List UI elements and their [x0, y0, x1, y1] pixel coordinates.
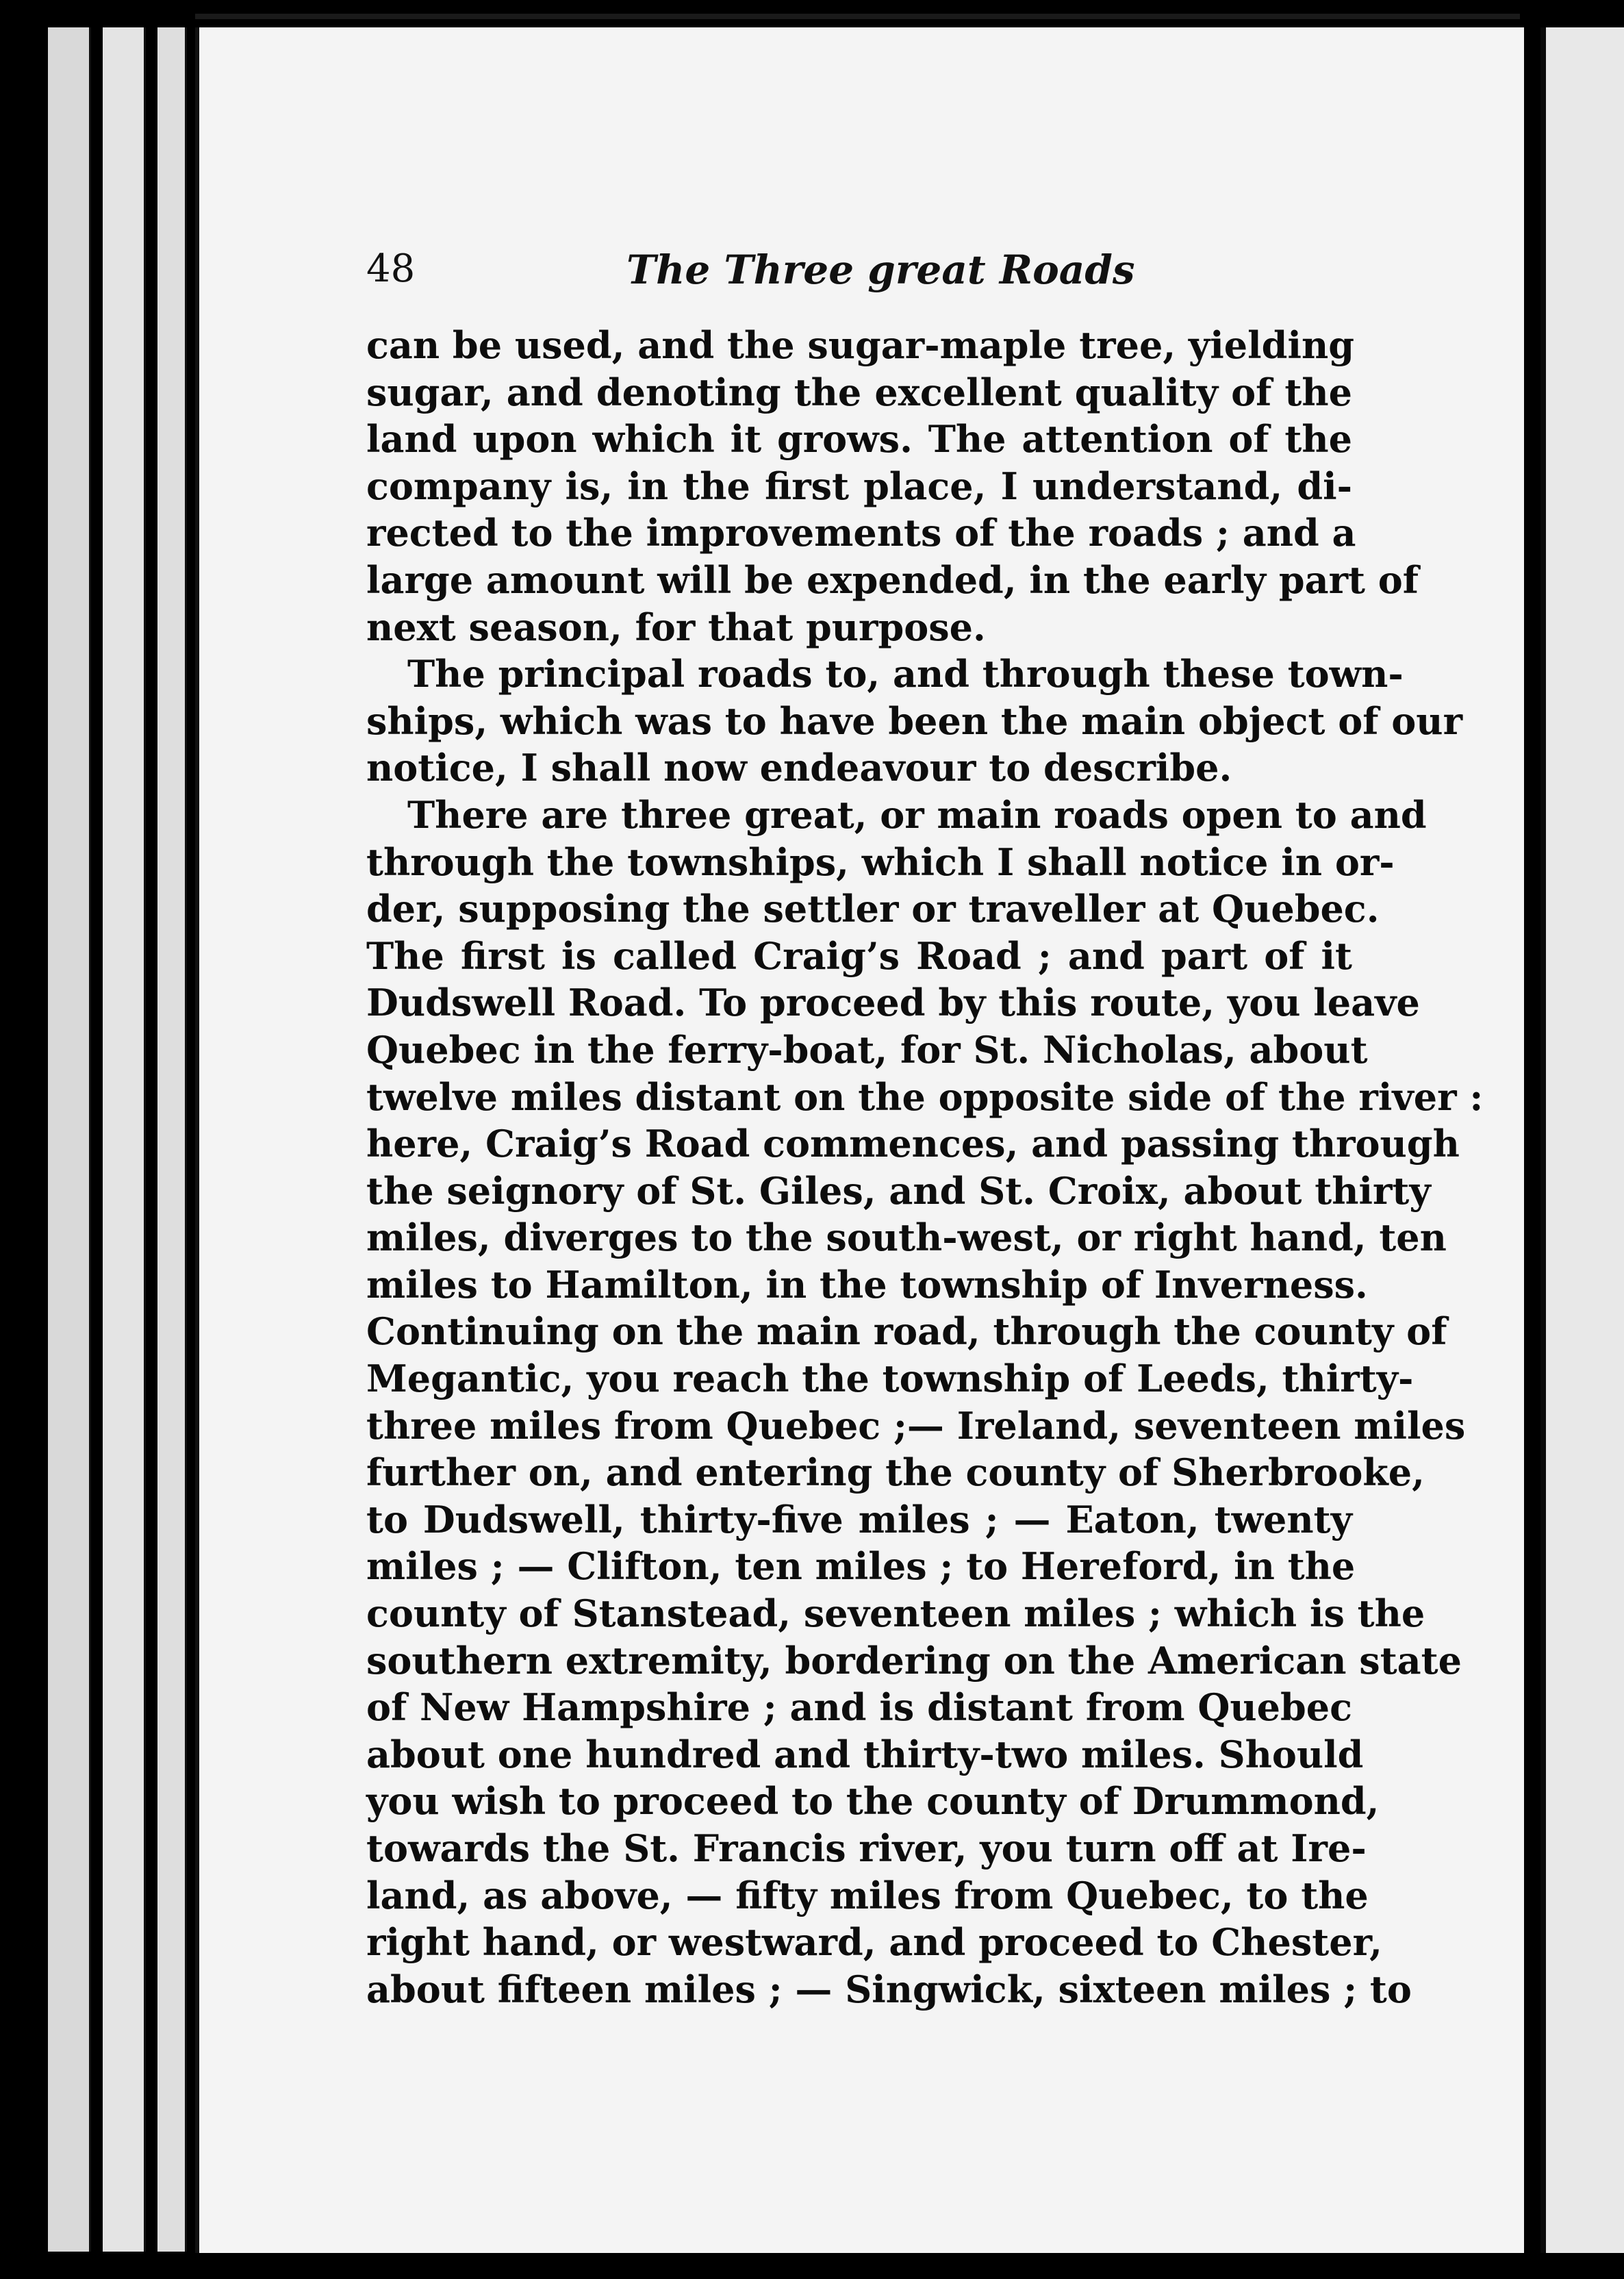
text-line: large amount will be expended, in the early part of	[366, 557, 1419, 602]
page-top-border	[195, 14, 1520, 19]
text-line: land, as above, — fifty miles from Quebec, to the	[366, 1873, 1369, 1917]
page-number: 48	[366, 247, 416, 291]
text-line: further on, and entering the county of Sherbrooke,	[366, 1450, 1425, 1495]
paragraph-start-line: The principal roads to, and through these town-	[407, 652, 1404, 696]
page-edge-middle	[103, 27, 146, 2252]
text-line: here, Craig’s Road commences, and passing through	[366, 1122, 1460, 1166]
text-line: twelve miles distant on the opposite side of the river :	[366, 1074, 1484, 1119]
text-line: miles, diverges to the south-west, or right hand, ten	[366, 1216, 1447, 1260]
text-line: right hand, or westward, and proceed to Chester,	[366, 1920, 1382, 1965]
text-line: southern extremity, bordering on the American state	[366, 1638, 1462, 1683]
text-line: Continuing on the main road, through the county of	[366, 1309, 1447, 1354]
text-line: miles to Hamilton, in the township of Inverness.	[366, 1262, 1368, 1307]
text-line: miles ; — Clifton, ten miles ; to Hereford, in the	[366, 1544, 1356, 1589]
text-line: rected to the improvements of the roads ; and a	[366, 511, 1356, 555]
text-line: der, supposing the settler or traveller at Quebec.	[366, 887, 1380, 931]
text-line: you wish to proceed to the county of Drummond,	[366, 1779, 1380, 1824]
text-line: The first is called Craig’s Road ; and part of it	[366, 933, 1352, 978]
text-line: about fifteen miles ; — Singwick, sixteen miles ; to	[366, 1967, 1412, 2011]
text-line: Dudswell Road. To proceed by this route, you leave	[366, 981, 1420, 1025]
page-header	[366, 247, 1352, 301]
text-line: Quebec in the ferry-boat, for St. Nicholas, about	[366, 1027, 1368, 1072]
text-line: three miles from Quebec ;— Ireland, seventeen miles	[366, 1403, 1466, 1448]
page-edge-outer	[48, 27, 91, 2252]
text-line: can be used, and the sugar-maple tree, yielding	[366, 323, 1354, 367]
text-line: of New Hampshire ; and is distant from Quebec	[366, 1685, 1352, 1730]
body-text	[366, 322, 1484, 2013]
text-line: land upon which it grows. The attention of the	[366, 417, 1352, 462]
text-line: towards the St. Francis river, you turn off at Ire-	[366, 1826, 1367, 1870]
text-line: about one hundred and thirty-two miles. Should	[366, 1732, 1364, 1776]
text-line: county of Stanstead, seventeen miles ; which is the	[366, 1591, 1425, 1636]
paragraph-start-line: There are three great, or main roads open to and	[407, 792, 1427, 837]
text-line: to Dudswell, thirty-five miles ; — Eaton, twenty	[366, 1497, 1352, 1541]
text-line: Megantic, you reach the township of Leeds, thirty-	[366, 1357, 1414, 1401]
text-line: next season, for that purpose.	[366, 605, 986, 649]
running-head: The Three great Roads	[626, 247, 1135, 293]
text-line: the seignory of St. Giles, and St. Croix, about thirty	[366, 1168, 1431, 1213]
text-line: company is, in the first place, I understand, di-	[366, 464, 1352, 508]
text-line: notice, I shall now endeavour to describe.	[366, 746, 1232, 790]
page-edge-inner	[157, 27, 187, 2252]
text-line: sugar, and denoting the excellent quality of the	[366, 370, 1352, 414]
facing-page-edge	[1540, 27, 1624, 2253]
text-line: ships, which was to have been the main object of our	[366, 698, 1463, 743]
text-line: through the townships, which I shall notice in or-	[366, 840, 1395, 884]
